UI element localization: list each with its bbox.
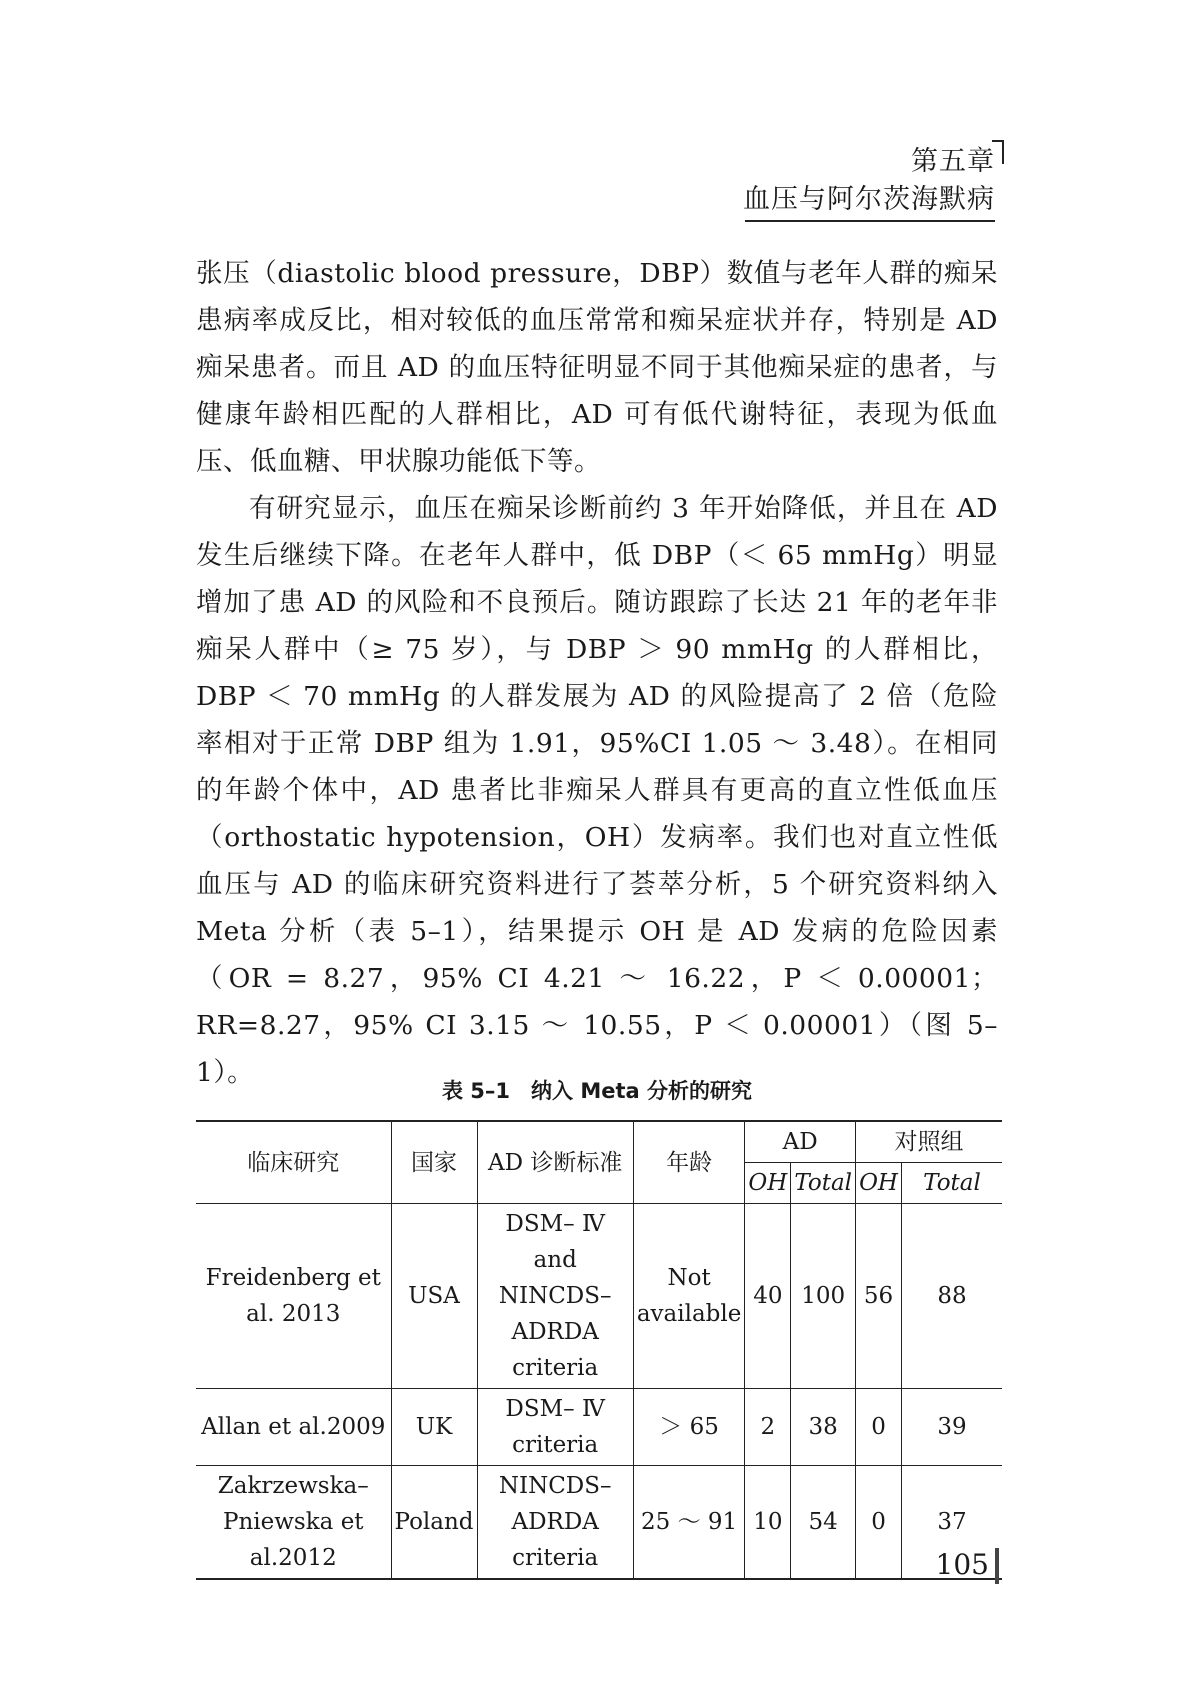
paragraph-1: 张压（diastolic blood pressure，DBP）数值与老年人群的痴呆患病率成反比，相对较低的血压常常和痴呆症状并存，特别是 AD 痴呆患者。而且 AD 的血压特征明显不同于其他痴呆症的患者，与健康年龄相匹配的人群相比，AD 可有低代谢特征，表现为低血压、低血糖、甲状腺功能低下等。 bbox=[196, 258, 998, 477]
meta-analysis-table bbox=[196, 1120, 1002, 1580]
header-ad: AD bbox=[745, 1121, 856, 1163]
cell-country: USA bbox=[391, 1204, 477, 1389]
cell-ad-total: 38 bbox=[791, 1389, 856, 1466]
page-number-bar bbox=[995, 1548, 999, 1584]
table-row bbox=[196, 1204, 1002, 1389]
header-study: 临床研究 bbox=[196, 1121, 391, 1204]
cell-ctrl-total: 37 bbox=[902, 1466, 1002, 1580]
cell-age: 25 ～ 91 bbox=[633, 1466, 745, 1580]
header-ctrl-oh: OH bbox=[856, 1163, 902, 1204]
cell-ctrl-total: 88 bbox=[902, 1204, 1002, 1389]
cell-ad-oh: 40 bbox=[745, 1204, 791, 1389]
header-ad-oh: OH bbox=[745, 1163, 791, 1204]
cell-ctrl-oh: 0 bbox=[856, 1466, 902, 1580]
cell-ctrl-total: 39 bbox=[902, 1389, 1002, 1466]
cell-ctrl-oh: 0 bbox=[856, 1389, 902, 1466]
table-caption: 表 5–1 纳入 Meta 分析的研究 bbox=[441, 1079, 752, 1103]
table-header-row bbox=[196, 1121, 1002, 1163]
header-age: 年龄 bbox=[633, 1121, 745, 1204]
cell-criteria: NINCDS–ADRDA criteria bbox=[477, 1466, 633, 1580]
cell-criteria: DSM– Ⅳ and NINCDS–ADRDA criteria bbox=[477, 1204, 633, 1389]
cell-ad-total: 54 bbox=[791, 1466, 856, 1580]
cell-ctrl-oh: 56 bbox=[856, 1204, 902, 1389]
table-row bbox=[196, 1466, 1002, 1580]
table-row bbox=[196, 1389, 1002, 1466]
running-header bbox=[743, 144, 995, 220]
cell-ad-oh: 10 bbox=[745, 1466, 791, 1580]
header-rule bbox=[745, 220, 995, 222]
cell-criteria: DSM– Ⅳ criteria bbox=[477, 1389, 633, 1466]
paragraph-2: 有研究显示，血压在痴呆诊断前约 3 年开始降低，并且在 AD 发生后继续下降。在老年人群中，低 DBP（＜ 65 mmHg）明显增加了患 AD 的风险和不良预后。随访跟踪了长达 21 年的老年非痴呆人群中（≥ 75 岁），与 DBP ＞ 90 mmHg 的人群相比，DBP ＜ 70 mmHg 的人群发展为 AD 的风险提高了 2 倍（危险率相对于正常 DBP 组为 1.91，95%CI 1.05 ～ 3.48）。在相同的年龄个体中，AD 患者比非痴呆人群具有更高的直立性低血压（orthostatic hypotension，OH）发病率。我们也对直立性低血压与 AD 的临床研究资料进行了荟萃分析，5 个研究资料纳入 Meta 分析（表 5–1），结果提示 OH 是 AD 发病的危险因素（OR = 8.27，95% CI 4.21 ～ 16.22，P ＜ 0.00001；RR=8.27，95% CI 3.15 ～ 10.55，P ＜ 0.00001）（图 5–1）。 bbox=[196, 493, 998, 1088]
body-text bbox=[196, 250, 998, 1096]
cell-age: Not available bbox=[633, 1204, 745, 1389]
cell-age: ＞ 65 bbox=[633, 1389, 745, 1466]
cell-country: UK bbox=[391, 1389, 477, 1466]
cell-country: Poland bbox=[391, 1466, 477, 1580]
cell-ad-total: 100 bbox=[791, 1204, 856, 1389]
cell-study: Freidenberg et al. 2013 bbox=[196, 1204, 391, 1389]
cell-study: Allan et al.2009 bbox=[196, 1389, 391, 1466]
header-ad-total: Total bbox=[791, 1163, 856, 1204]
header-criteria: AD 诊断标准 bbox=[477, 1121, 633, 1204]
cell-study: Zakrzewska–Pniewska et al.2012 bbox=[196, 1466, 391, 1580]
chapter-title: 血压与阿尔茨海默病 bbox=[743, 184, 995, 215]
cell-ad-oh: 2 bbox=[745, 1389, 791, 1466]
header-country: 国家 bbox=[391, 1121, 477, 1204]
header-control: 对照组 bbox=[856, 1121, 1002, 1163]
chapter-label: 第五章 bbox=[911, 146, 995, 177]
page-number: 105 bbox=[935, 1548, 989, 1581]
header-ctrl-total: Total bbox=[902, 1163, 1002, 1204]
